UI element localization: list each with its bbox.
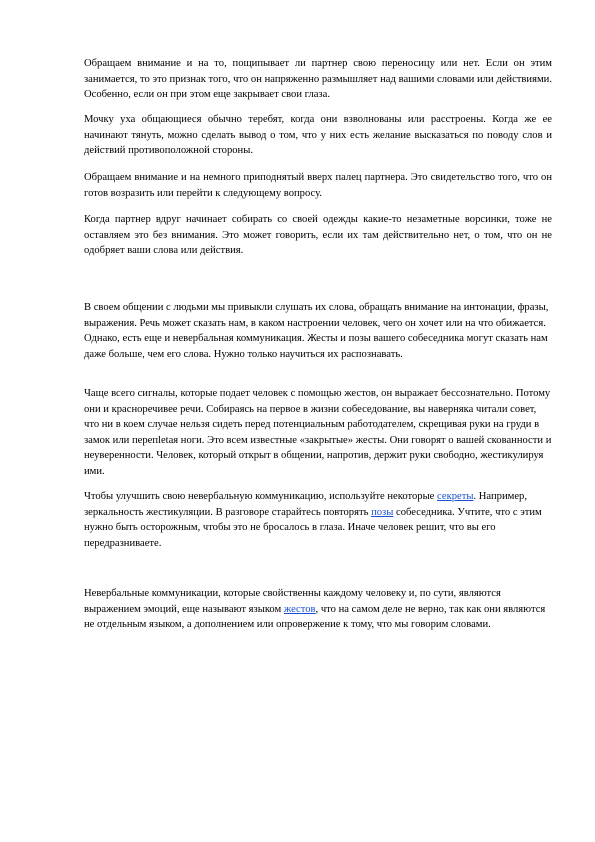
link-secrets[interactable]: секреты: [437, 491, 474, 502]
text-span: . Например, зеркальность жестикуляции. В разговоре старайтесь повторять: [84, 491, 527, 518]
paragraph-earlobe: Мочку уха общающиеся обычно теребят, когда они взволнованы или расстроены. Когда же ее начинают тянуть, можно сделать вывод о том, что у них есть желание высказаться по поводу слов и действий противоположной стороны.: [84, 114, 552, 157]
text-span: Чтобы улучшить свою невербальную коммуникацию, используйте некоторые: [84, 491, 438, 502]
link-poses[interactable]: позы: [371, 506, 394, 518]
text-span: , что на самом деле не верно, так как они являются не отдельным языком, а дополнением или опровержение к тому, что мы говорим словами.: [84, 603, 546, 631]
link-gestures[interactable]: жестов: [283, 603, 316, 615]
paragraph-improve-communication: [84, 489, 552, 551]
paragraph-gestures-signals: Чаще всего сигналы, которые подает человек с помощью жестов, он выражает бессознательно. Потому они и красноречивее речи. Собираясь на первое в жизни собеседование, вы наверняка читали совет, что ни в коем случае нельзя сидеть перед потенциальным работодателем, скрещивая руки на груди в замок или перепletая ноги. Это всем известные «закрытые» жесты. Они говорят о вашей скованности и неуверенности. Человек, который открыт в общении, напротив, держит руки свободно, жестикулируя ими.: [84, 388, 552, 477]
text-span: собеседника. Учтите, что с этим нужно быть осторожным, чтобы это не бросалось в глаза. Иначе человек решит, что вы его передразниваете.: [84, 506, 542, 549]
paragraph-gesture-language: [84, 586, 552, 633]
text-span: Невербальные коммуникации, которые свойственны каждому человеку и, по сути, являются выражением эмоций, еще называют языком: [84, 588, 501, 615]
paragraph-nonverbal-intro: В своем общении с людьми мы привыкли слушать их слова, обращать внимание на интонации, фразы, выражения. Речь может сказать нам, в каком настроении человек, чего он хочет или на что обижается. Однако, есть еще и невербальная коммуникация. Жесты и позы вашего собеседника могут сказать нам даже больше, чем его слова. Нужно только научиться их распознавать.: [84, 302, 549, 360]
paragraph-raised-finger: Обращаем внимание и на немного приподнятый вверх палец партнера. Это свидетельство того, что он готов возразить или перейти к следующему вопросу.: [84, 172, 552, 199]
paragraph-lint-picking: Когда партнер вдруг начинает собирать со своей одежды какие-то незаметные ворсинки, тоже не оставляем это без внимания. Это может говорить, если их там действительно нет, о том, что он не одобряет ваши слова или действия.: [84, 214, 552, 257]
paragraph-nose-bridge: Обращаем внимание и на то, пощипывает ли партнер свою переносицу или нет. Если он этим занимается, то это признак того, что он напряженно размышляет над вашими словами или действиями. Особенно, если он при этом еще закрывает свои глаза.: [84, 58, 552, 101]
